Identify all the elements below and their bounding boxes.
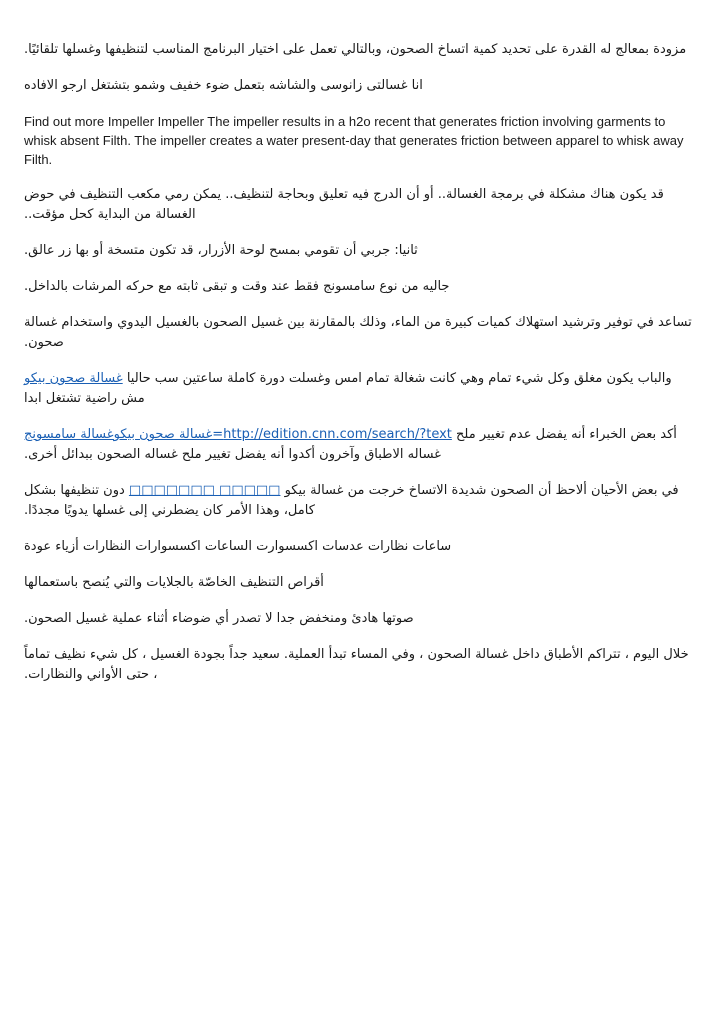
paragraph-10 xyxy=(24,481,696,521)
paragraph-10-text: في بعض الأحيان ألاحظ أن الصحون شديدة الاتساخ خرجت من غسالة بيكو xyxy=(284,483,679,498)
samsung-washer-link[interactable]: غسالة سامسونج xyxy=(24,427,114,442)
paragraph-3: Find out more Impeller Impeller The impeller results in a h2o recent that generates friction involving garments to whisk absent Filth. The impeller creates a water present-day that generates friction between apparel to whisk away Filth. xyxy=(24,114,684,167)
paragraph-8-text: والباب يكون مغلق وكل شيء تمام وهي كانت شغالة تمام امس وغسلت دورة كاملة ساعتين سب حاليا xyxy=(126,371,672,386)
cnn-search-link[interactable]: http://edition.cnn.com/search/?text=غسالة صحون بيكو xyxy=(113,427,452,442)
paragraph-13: صوتها هادئ ومنخفض جدا لا تصدر أي ضوضاء أثناء عملية غسيل الصحون. xyxy=(24,611,414,626)
paragraph-11: ساعات نظارات عدسات اكسسوارت الساعات اكسسوارات النظارات أزياء عودة xyxy=(24,539,452,554)
paragraph-4: قد يكون هناك مشكلة في برمجة الغسالة.. أو أن الدرج فيه تعليق وبحاجة لتنظيف.. يمكن رمي مكعب التنظيف في حوض الغسالة من البداية كحل مؤقت.. xyxy=(24,187,664,222)
paragraph-8 xyxy=(24,369,696,409)
garbled-link[interactable]: □□□□□ □□□□□□□ xyxy=(128,483,281,498)
paragraph-5: ثانيا: جربي أن تقومي بمسح لوحة الأزرار، قد تكون متسخة أو بها زر عالق. xyxy=(24,243,418,258)
paragraph-12: أقراص التنظيف الخاصّة بالجلايات والتي يُنصح باستعمالها xyxy=(24,575,324,590)
paragraph-1: مزودة بمعالج له القدرة على تحديد كمية اتساخ الصحون، وبالتالي تعمل على اختيار البرنامج المناسب لتنظيفها وغسلها تلقائيًا. xyxy=(24,42,687,57)
paragraph-2: انا غسالتى زانوسى والشاشه بتعمل ضوء خفيف وشمو بتشتغل ارجو الافاده xyxy=(24,78,423,93)
paragraph-9-text: أكد بعض الخبراء أنه يفضل عدم تغيير ملح xyxy=(456,427,677,442)
paragraph-7: تساعد في توفير وترشيد استهلاك كميات كبيرة من الماء، وذلك بالمقارنة بين غسيل الصحون بالغسيل اليدوي واستخدام غسالة صحون. xyxy=(24,315,692,350)
beko-dishwasher-link[interactable]: غسالة صحون بيكو xyxy=(24,371,123,386)
paragraph-6: جاليه من نوع سامسونج فقط عند وقت و تبقى ثابته مع حركه المرشات بالداخل. xyxy=(24,279,450,294)
paragraph-9-tail: غساله الاطباق وآخرون أكدوا أنه يفضل تغيير ملح غساله الصحون ببدائل أخرى. xyxy=(24,447,441,462)
paragraph-9 xyxy=(24,425,696,465)
paragraph-8-tail: مش راضية تشتغل ابدا xyxy=(24,391,145,406)
paragraph-10-tail: دون تنظيفها بشكل كامل، وهذا الأمر كان يضطرني إلى غسلها يدويًا مجددًا. xyxy=(24,483,315,518)
document-body xyxy=(24,40,696,701)
paragraph-14: خلال اليوم ، تتراكم الأطباق داخل غسالة الصحون ، وفي المساء تبدأ العملية. سعيد جداً بجودة الغسيل ، كل شيء نظيف تماماً ، حتى الأواني والنظارات. xyxy=(24,647,689,682)
